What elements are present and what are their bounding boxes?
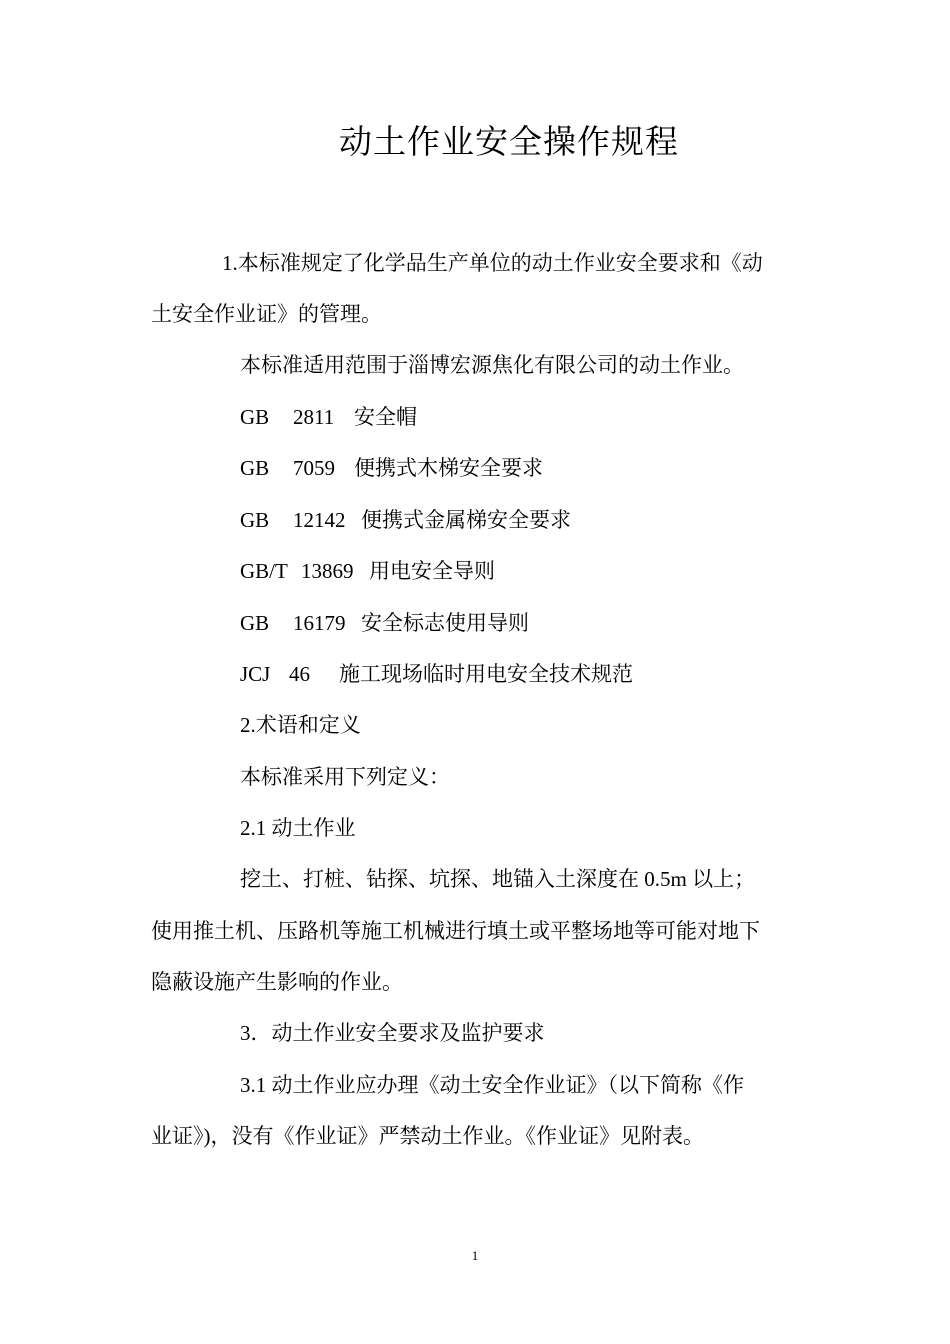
standard-number: 7059 [293,456,335,480]
section-3-1-line-1: 3.1 动土作业应办理《动土安全作业证》（以下简称《作 [240,1073,744,1097]
standard-number: 46 [289,662,310,686]
section-3-1-line-2: 业证》)，没有《作业证》严禁动土作业。《作业证》见附表。 [151,1124,704,1148]
scope-paragraph-line-2: 土安全作业证》的管理。 [151,302,382,326]
document-title: 动土作业安全操作规程 [339,125,679,161]
section-2-1-heading: 2.1 动土作业 [240,816,356,840]
standard-code: GB [240,611,270,635]
standard-code: GB/T [240,559,288,583]
standard-name: 用电安全导则 [369,559,495,583]
section-2-heading: 2.术语和定义 [240,713,361,737]
definitions-intro: 本标准采用下列定义： [240,765,450,789]
standard-number: 12142 [293,508,346,532]
standard-code: GB [240,508,270,532]
scope-paragraph-line-1: 1.本标准规定了化学品生产单位的动土作业安全要求和《动 [222,251,763,275]
standard-name: 安全帽 [354,405,417,429]
standard-number: 13869 [301,559,354,583]
section-3-heading: 3．动土作业安全要求及监护要求 [240,1021,545,1045]
definition-line-1: 挖土、打桩、钻探、坑探、地锚入土深度在 0.5m 以上； [240,867,756,891]
standard-name: 安全标志使用导则 [361,611,529,635]
applicability-paragraph: 本标准适用范围于淄博宏源焦化有限公司的动土作业。 [240,353,744,377]
standard-code: GB [240,405,270,429]
standard-number: 2811 [293,405,335,429]
standard-name: 便携式金属梯安全要求 [361,508,571,532]
standard-name: 便携式木梯安全要求 [354,456,543,480]
definition-line-2: 使用推土机、压路机等施工机械进行填土或平整场地等可能对地下 [151,919,760,943]
definition-line-3: 隐蔽设施产生影响的作业。 [151,970,403,994]
standard-code: GB [240,456,270,480]
standard-number: 16179 [293,611,346,635]
standard-code: JCJ [240,662,271,686]
standard-name: 施工现场临时用电安全技术规范 [339,662,633,686]
page-number: 1 [471,1248,479,1263]
